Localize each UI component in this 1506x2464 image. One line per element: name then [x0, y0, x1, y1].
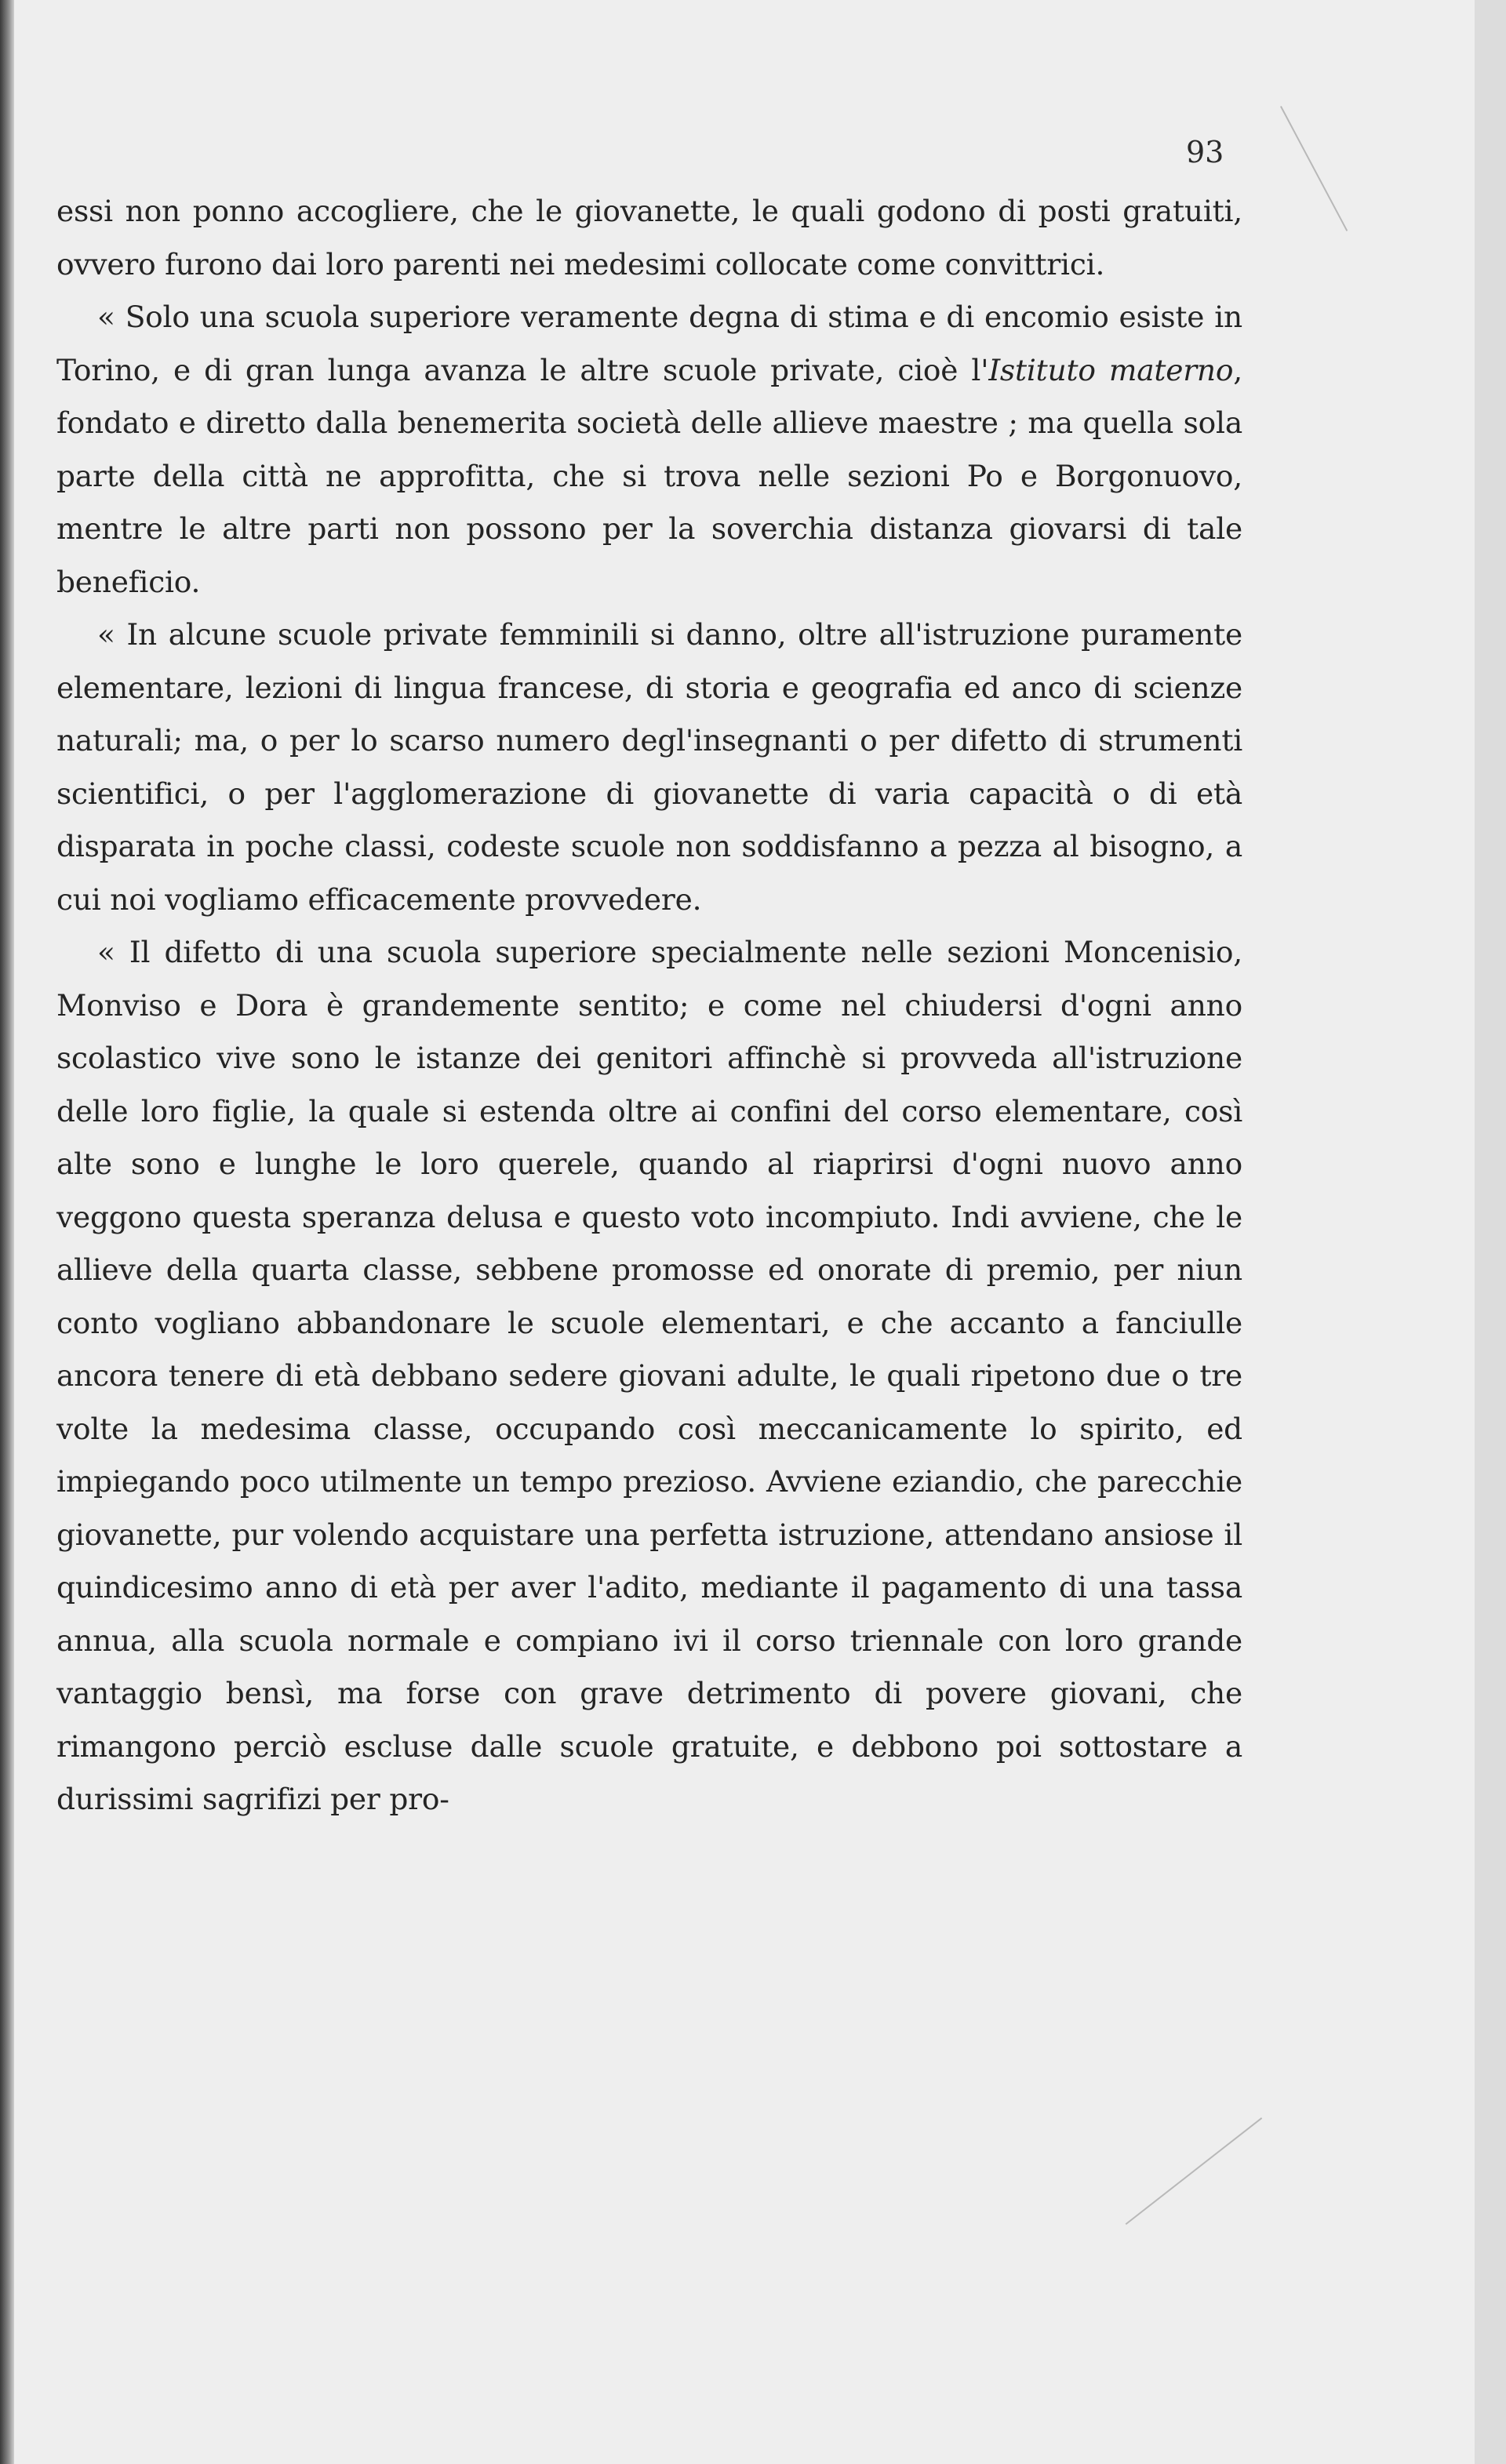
- paragraph: [56, 291, 1242, 609]
- paragraph-text: , fondato e diretto dalla benemerita società delle allieve maestre ; ma quella sola parte della città ne approfitta, che si trova nelle sezioni Po e Borgonuovo, mentre le altre parti non possono per la soverchia distanza giovarsi di tale beneficio.: [56, 352, 1242, 599]
- italic-title: Istituto materno: [988, 352, 1234, 387]
- book-spine-shadow: [0, 0, 14, 2464]
- paragraph: essi non ponno accogliere, che le giovanette, le quali godono di posti gratuiti, ovvero furono dai loro parenti nei medesimi collocate come convittrici.: [56, 194, 1242, 282]
- body-text: [56, 185, 1242, 1826]
- paragraph: « Il difetto di una scuola superiore specialmente nelle sezioni Moncenisio, Monviso e Dora è grandemente sentito; e come nel chiudersi d'ogni anno scolastico vive sono le istanze dei genitori affinchè si provveda all'istruzione delle loro figlie, la quale si estenda oltre ai confini del corso elementare, così alte sono e lunghe le loro querele, quando al riaprirsi d'ogni nuovo anno veggono questa speranza delusa e questo voto incompiuto. Indi avviene, che le allieve della quarta classe, sebbene promosse ed onorate di premio, per niun conto vogliano abbandonare le scuole elementari, e che accanto a fanciulle ancora tenere di età debbano sedere giovani adulte, le quali ripetono due o tre volte la medesima classe, occupando così meccanicamente lo spirito, ed impiegando poco utilmente un tempo prezioso. Avviene eziandio, che parecchie giovanette, pur volendo acquistare una perfetta istruzione, attendano ansiose il quindicesimo anno di età per aver l'adito, mediante il pagamento di una tassa annua, alla scuola normale e compiano ivi il corso triennale con loro grande vantaggio bensì, ma forse con grave detrimento di povere giovani, che rimangono perciò escluse dalle scuole gratuite, e debbono poi sottostare a durissimi sagrifizi per pro-: [56, 935, 1242, 1816]
- page-number: 93: [1186, 135, 1224, 169]
- paragraph-text: « Solo una scuola superiore veramente degna di stima e di encomio esiste in Torino, e di gran lunga avanza le altre scuole private, cioè l': [56, 300, 1242, 387]
- paragraph: « In alcune scuole private femminili si danno, oltre all'istruzione puramente elementare, lezioni di lingua francese, di storia e geografia ed anco di scienze naturali; ma, o per lo scarso numero degl'insegnanti o per difetto di strumenti scientifici, o per l'agglomerazione di giovanette di varia capacità o di età disparata in poche classi, codeste scuole non soddisfanno a pezza al bisogno, a cui noi vogliamo efficacemente provvedere.: [56, 617, 1242, 917]
